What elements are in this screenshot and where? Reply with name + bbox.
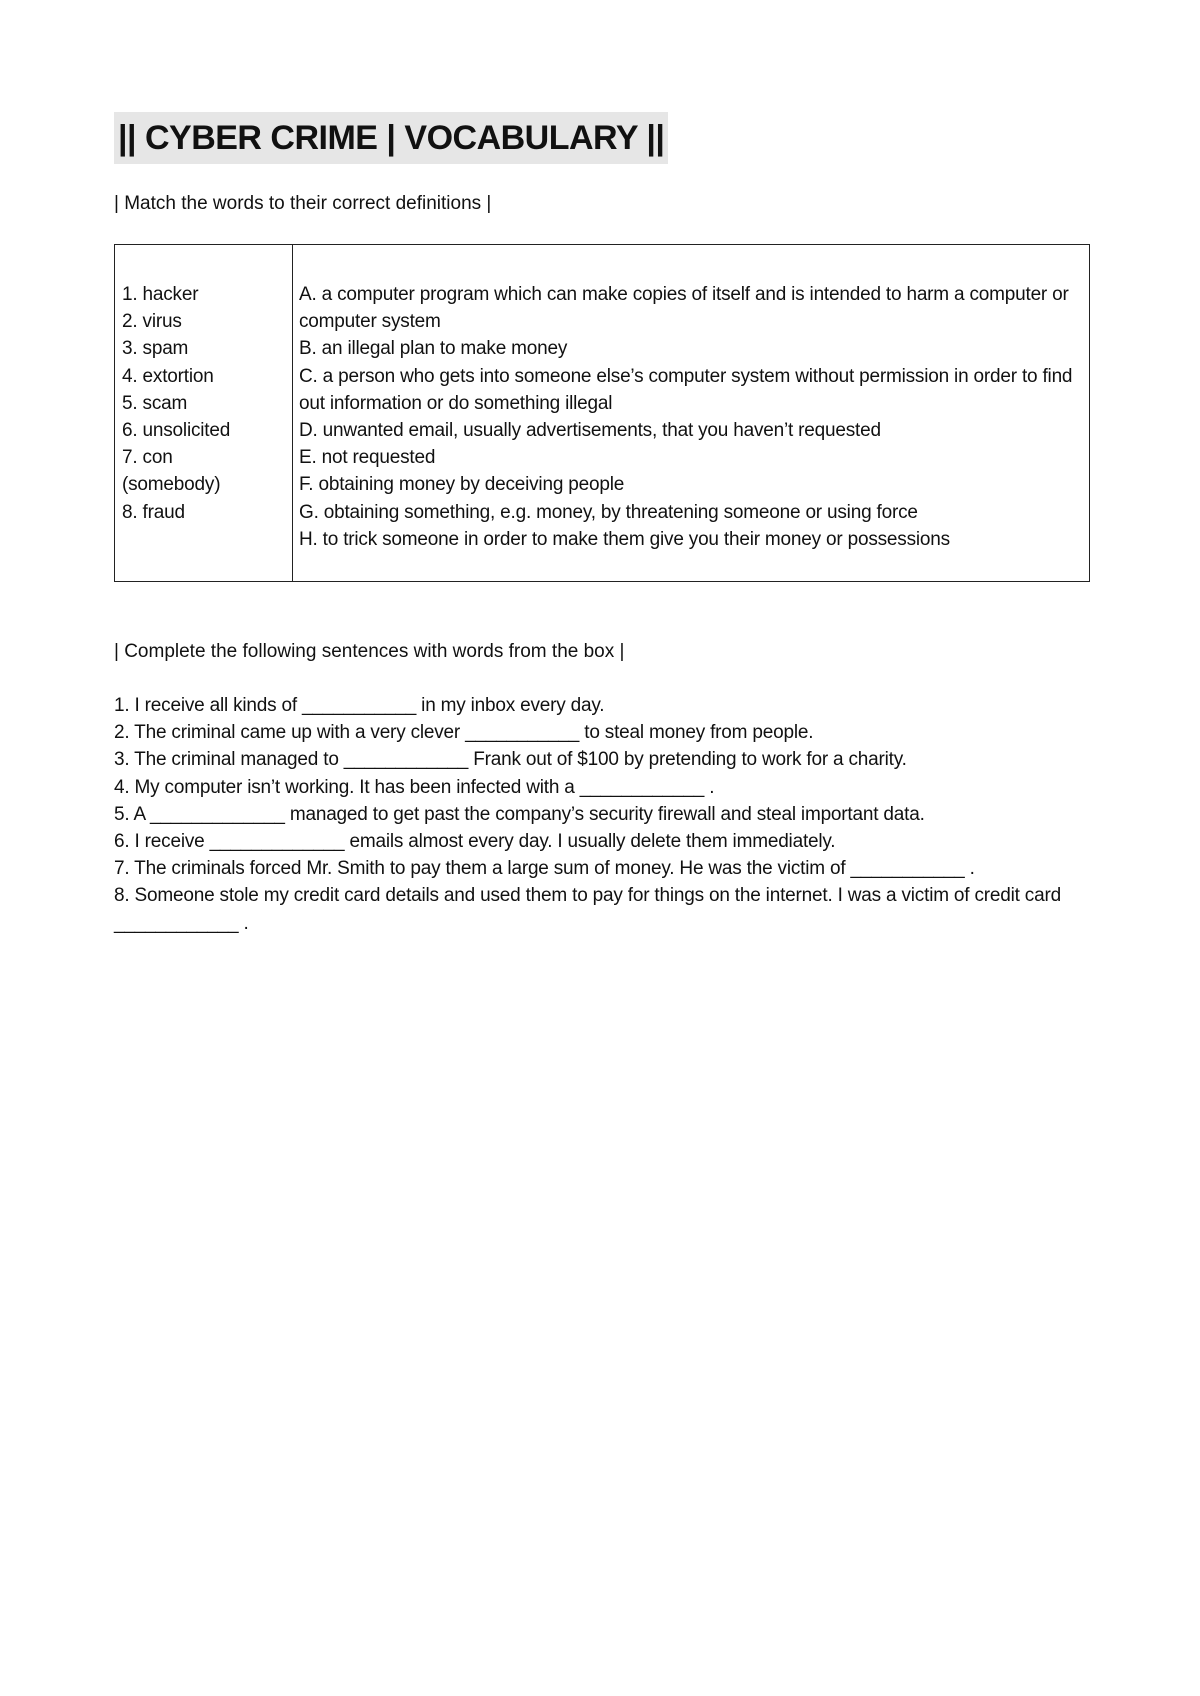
sentence-item: 2. The criminal came up with a very clever ___________ to steal money from people. <box>114 722 814 744</box>
sentence-item: 3. The criminal managed to ____________ Frank out of $100 by pretending to work for a charity. <box>114 749 907 771</box>
table-column-divider <box>292 245 293 581</box>
sentence-item: 8. Someone stole my credit card details and used them to pay for things on the internet. I was a victim of credit card ____________ . <box>114 885 1061 934</box>
word-item: 2. virus <box>122 311 182 333</box>
word-item: 5. scam <box>122 392 188 414</box>
word-item: 1. hacker <box>122 284 199 305</box>
word-item: 7. con <box>122 447 173 469</box>
sentence-item: 1. I receive all kinds of ___________ in my inbox every day. <box>114 695 605 716</box>
word-list <box>122 281 287 526</box>
sentence-item: 7. The criminals forced Mr. Smith to pay them a large sum of money. He was the victim of ___________ . <box>114 858 975 880</box>
definition-item: D. unwanted email, usually advertisements, that you haven’t requested <box>299 420 881 442</box>
sentence-list <box>114 692 1104 937</box>
definition-item: G. obtaining something, e.g. money, by threatening someone or using force <box>299 501 918 523</box>
complete-instruction: | Complete the following sentences with words from the box | <box>114 641 625 662</box>
sentence-item: 4. My computer isn’t working. It has been infected with a ____________ . <box>114 776 715 798</box>
word-item: 4. extortion <box>122 365 214 387</box>
matching-table <box>114 244 1090 582</box>
definition-item: H. to trick someone in order to make them give you their money or possessions <box>299 528 950 550</box>
word-item: 3. spam <box>122 338 189 360</box>
definition-item: A. a computer program which can make copies of itself and is intended to harm a computer or computer system <box>299 284 1069 333</box>
definition-item: C. a person who gets into someone else’s computer system without permission in order to find out information or do something illegal <box>299 365 1073 414</box>
page-title: || CYBER CRIME | VOCABULARY || <box>114 112 668 164</box>
definition-item: E. not requested <box>299 447 436 469</box>
definition-item: F. obtaining money by deceiving people <box>299 474 625 496</box>
word-item: (somebody) <box>122 474 221 496</box>
sentence-item: 6. I receive _____________ emails almost every day. I usually delete them immediately. <box>114 831 836 853</box>
match-instruction: | Match the words to their correct definitions | <box>114 193 492 214</box>
definition-list <box>299 281 1079 553</box>
definition-item: B. an illegal plan to make money <box>299 338 568 360</box>
sentence-item: 5. A _____________ managed to get past the company’s security firewall and steal important data. <box>114 803 925 825</box>
word-item: 6. unsolicited <box>122 420 231 442</box>
word-item: 8. fraud <box>122 501 185 523</box>
